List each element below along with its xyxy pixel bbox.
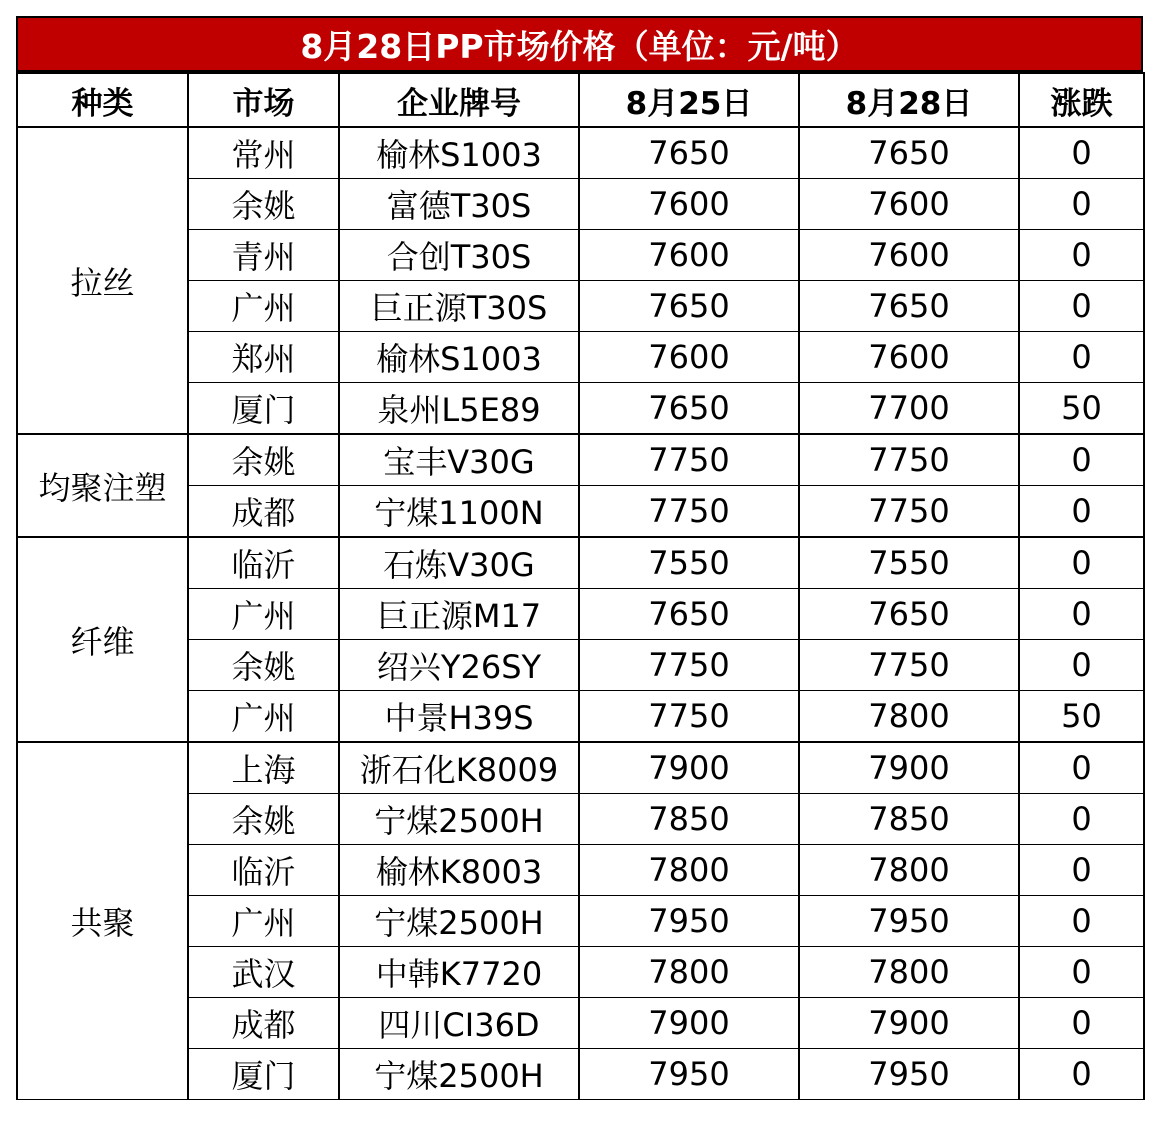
change-cell: 0 bbox=[1019, 434, 1144, 486]
aug28-price-cell: 7750 bbox=[799, 486, 1019, 538]
brand-cell: 巨正源M17 bbox=[339, 589, 579, 640]
change-cell: 0 bbox=[1019, 230, 1144, 281]
aug28-price-cell: 7700 bbox=[799, 383, 1019, 435]
market-cell: 青州 bbox=[188, 230, 339, 281]
header-change: 涨跌 bbox=[1019, 73, 1144, 127]
table-row bbox=[17, 434, 1144, 486]
aug28-price-cell: 7650 bbox=[799, 127, 1019, 179]
table-body bbox=[17, 127, 1144, 1100]
change-cell: 0 bbox=[1019, 589, 1144, 640]
market-cell: 厦门 bbox=[188, 1049, 339, 1100]
aug25-price-cell: 7750 bbox=[579, 434, 799, 486]
aug25-price-cell: 7650 bbox=[579, 383, 799, 435]
aug25-price-cell: 7800 bbox=[579, 947, 799, 998]
aug25-price-cell: 7550 bbox=[579, 537, 799, 589]
market-cell: 广州 bbox=[188, 896, 339, 947]
market-cell: 武汉 bbox=[188, 947, 339, 998]
aug28-price-cell: 7550 bbox=[799, 537, 1019, 589]
aug28-price-cell: 7750 bbox=[799, 640, 1019, 691]
brand-cell: 巨正源T30S bbox=[339, 281, 579, 332]
aug25-price-cell: 7750 bbox=[579, 486, 799, 538]
change-cell: 0 bbox=[1019, 179, 1144, 230]
market-cell: 广州 bbox=[188, 691, 339, 743]
header-aug28: 8月28日 bbox=[799, 73, 1019, 127]
change-cell: 0 bbox=[1019, 332, 1144, 383]
brand-cell: 中韩K7720 bbox=[339, 947, 579, 998]
aug28-price-cell: 7800 bbox=[799, 845, 1019, 896]
aug28-price-cell: 7850 bbox=[799, 794, 1019, 845]
brand-cell: 石炼V30G bbox=[339, 537, 579, 589]
brand-cell: 中景H39S bbox=[339, 691, 579, 743]
change-cell: 50 bbox=[1019, 383, 1144, 435]
change-cell: 0 bbox=[1019, 742, 1144, 794]
change-cell: 0 bbox=[1019, 1049, 1144, 1100]
brand-cell: 宁煤2500H bbox=[339, 1049, 579, 1100]
market-cell: 余姚 bbox=[188, 434, 339, 486]
change-cell: 0 bbox=[1019, 998, 1144, 1049]
aug25-price-cell: 7600 bbox=[579, 332, 799, 383]
table-row bbox=[17, 742, 1144, 794]
aug25-price-cell: 7900 bbox=[579, 998, 799, 1049]
market-cell: 余姚 bbox=[188, 794, 339, 845]
table-row bbox=[17, 537, 1144, 589]
brand-cell: 宁煤2500H bbox=[339, 896, 579, 947]
price-table-sheet bbox=[16, 16, 1143, 1114]
aug28-price-cell: 7950 bbox=[799, 1049, 1019, 1100]
brand-cell: 合创T30S bbox=[339, 230, 579, 281]
brand-cell: 榆林K8003 bbox=[339, 845, 579, 896]
category-cell: 共聚 bbox=[17, 742, 188, 1100]
change-cell: 0 bbox=[1019, 486, 1144, 538]
market-cell: 上海 bbox=[188, 742, 339, 794]
change-cell: 50 bbox=[1019, 691, 1144, 743]
header-category: 种类 bbox=[17, 73, 188, 127]
brand-cell: 宁煤1100N bbox=[339, 486, 579, 538]
aug28-price-cell: 7650 bbox=[799, 281, 1019, 332]
aug28-price-cell: 7800 bbox=[799, 691, 1019, 743]
brand-cell: 富德T30S bbox=[339, 179, 579, 230]
aug28-price-cell: 7600 bbox=[799, 179, 1019, 230]
header-market: 市场 bbox=[188, 73, 339, 127]
aug28-price-cell: 7600 bbox=[799, 230, 1019, 281]
aug25-price-cell: 7950 bbox=[579, 896, 799, 947]
table-row bbox=[17, 127, 1144, 179]
price-table bbox=[16, 72, 1145, 1100]
aug25-price-cell: 7800 bbox=[579, 845, 799, 896]
aug25-price-cell: 7650 bbox=[579, 127, 799, 179]
market-cell: 余姚 bbox=[188, 179, 339, 230]
aug25-price-cell: 7600 bbox=[579, 179, 799, 230]
change-cell: 0 bbox=[1019, 537, 1144, 589]
category-cell: 纤维 bbox=[17, 537, 188, 742]
market-cell: 广州 bbox=[188, 281, 339, 332]
aug28-price-cell: 7900 bbox=[799, 998, 1019, 1049]
aug28-price-cell: 7800 bbox=[799, 947, 1019, 998]
aug25-price-cell: 7950 bbox=[579, 1049, 799, 1100]
market-cell: 常州 bbox=[188, 127, 339, 179]
header-aug25: 8月25日 bbox=[579, 73, 799, 127]
market-cell: 成都 bbox=[188, 486, 339, 538]
brand-cell: 四川CI36D bbox=[339, 998, 579, 1049]
category-cell: 均聚注塑 bbox=[17, 434, 188, 537]
aug28-price-cell: 7600 bbox=[799, 332, 1019, 383]
brand-cell: 榆林S1003 bbox=[339, 127, 579, 179]
aug25-price-cell: 7900 bbox=[579, 742, 799, 794]
aug28-price-cell: 7750 bbox=[799, 434, 1019, 486]
brand-cell: 浙石化K8009 bbox=[339, 742, 579, 794]
market-cell: 成都 bbox=[188, 998, 339, 1049]
market-cell: 广州 bbox=[188, 589, 339, 640]
change-cell: 0 bbox=[1019, 845, 1144, 896]
change-cell: 0 bbox=[1019, 281, 1144, 332]
aug28-price-cell: 7950 bbox=[799, 896, 1019, 947]
aug25-price-cell: 7850 bbox=[579, 794, 799, 845]
market-cell: 临沂 bbox=[188, 537, 339, 589]
aug25-price-cell: 7750 bbox=[579, 691, 799, 743]
aug25-price-cell: 7600 bbox=[579, 230, 799, 281]
brand-cell: 榆林S1003 bbox=[339, 332, 579, 383]
change-cell: 0 bbox=[1019, 947, 1144, 998]
aug25-price-cell: 7650 bbox=[579, 281, 799, 332]
change-cell: 0 bbox=[1019, 640, 1144, 691]
header-brand: 企业牌号 bbox=[339, 73, 579, 127]
brand-cell: 泉州L5E89 bbox=[339, 383, 579, 435]
brand-cell: 绍兴Y26SY bbox=[339, 640, 579, 691]
brand-cell: 宁煤2500H bbox=[339, 794, 579, 845]
market-cell: 余姚 bbox=[188, 640, 339, 691]
market-cell: 临沂 bbox=[188, 845, 339, 896]
brand-cell: 宝丰V30G bbox=[339, 434, 579, 486]
category-cell: 拉丝 bbox=[17, 127, 188, 434]
change-cell: 0 bbox=[1019, 127, 1144, 179]
table-title: 8月28日PP市场价格（单位：元/吨） bbox=[16, 16, 1143, 72]
change-cell: 0 bbox=[1019, 896, 1144, 947]
aug28-price-cell: 7650 bbox=[799, 589, 1019, 640]
change-cell: 0 bbox=[1019, 794, 1144, 845]
aug25-price-cell: 7750 bbox=[579, 640, 799, 691]
aug28-price-cell: 7900 bbox=[799, 742, 1019, 794]
market-cell: 郑州 bbox=[188, 332, 339, 383]
aug25-price-cell: 7650 bbox=[579, 589, 799, 640]
header-row bbox=[17, 73, 1144, 127]
market-cell: 厦门 bbox=[188, 383, 339, 435]
